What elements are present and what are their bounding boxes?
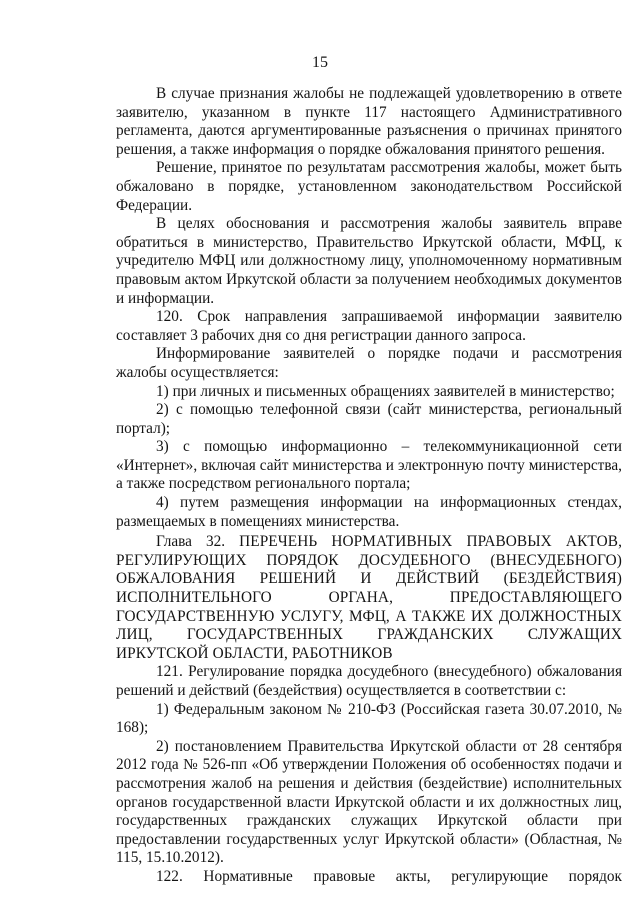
list-item-federal-law: 1) Федеральным законом № 210-ФЗ (Российская газета 30.07.2010, № 168);	[116, 700, 622, 737]
paragraph-120: 120. Срок направления запрашиваемой информации заявителю составляет 3 рабочих дня со дня регистрации данного запроса.	[116, 308, 622, 344]
page-number: 15	[312, 54, 328, 71]
paragraph-informing-intro: Информирование заявителей о порядке подачи и рассмотрения жалобы осуществляется:	[116, 345, 622, 381]
paragraph-documents-request: В целях обоснования и рассмотрения жалобы заявитель вправе обратиться в министерство, Правительство Иркутской области, МФЦ, к учредителю МФЦ или должностному лицу, уполномоченному нормативным правовым актом Иркутской области за получением необходимых документов и информации.	[116, 215, 622, 307]
document-body	[116, 85, 622, 887]
chapter-label: Глава 32.	[156, 533, 226, 551]
paragraph-122: 122. Нормативные правовые акты, регулирующие порядок	[156, 867, 622, 885]
paragraph-appeal-decision: Решение, принятое по результатам рассмотрения жалобы, может быть обжаловано в порядке, установленном законодательством Российской Федерации.	[116, 159, 622, 214]
paragraph-complaint-rejection: В случае признания жалобы не подлежащей удовлетворению в ответе заявителю, указанном в пункте 117 настоящего Административного регламента, даются аргументированные разъяснения о причинах принятого решения, а также информация о порядке обжалования принятого решения.	[116, 85, 622, 158]
list-item-1: 1) при личных и письменных обращениях заявителей в министерство;	[156, 382, 615, 400]
list-item-3: 3) с помощью информационно – телекоммуникационной сети «Интернет», включая сайт министерства и электронную почту министерства, а также посредством регионального портала;	[116, 438, 622, 493]
list-item-4: 4) путем размещения информации на информационных стендах, размещаемых в помещениях министерства.	[116, 494, 622, 530]
list-item-government-resolution: 2) постановлением Правительства Иркутской области от 28 сентября 2012 года № 526-пп «Об утверждении Положения об особенностях подачи и рассмотрения жалоб на решения и действия (бездействие) исполнительных органов государственной власти Иркутской области и их должностных лиц, государственных гражданских служащих Иркутской области при предоставлении государственных услуг Иркутской области» (Областная, № 115, 15.10.2012).	[116, 737, 622, 867]
chapter-32-heading	[116, 533, 622, 663]
chapter-title: ПЕРЕЧЕНЬ НОРМАТИВНЫХ ПРАВОВЫХ АКТОВ, РЕГУЛИРУЮЩИХ ПОРЯДОК ДОСУДЕБНОГО (ВНЕСУДЕБНОГО) ОБЖАЛОВАНИЯ РЕШЕНИЙ И ДЕЙСТВИЙ (БЕЗДЕЙСТВИЯ) ИСПОЛНИТЕЛЬНОГО ОРГАНА, ПРЕДОСТАВЛЯЮЩЕГО ГОСУДАРСТВЕННУЮ УСЛУГУ, МФЦ, А ТАКЖЕ ИХ ДОЛЖНОСТНЫХ ЛИЦ, ГОСУДАРСТВЕННЫХ ГРАЖДАНСКИХ СЛУЖАЩИХ ИРКУТСКОЙ ОБЛАСТИ, РАБОТНИКОВ	[116, 533, 623, 662]
paragraph-121: 121. Регулирование порядка досудебного (внесудебного) обжалования решений и действий (бездействия) осуществляется в соответствии с:	[116, 663, 622, 699]
list-item-2: 2) с помощью телефонной связи (сайт министерства, региональный портал);	[116, 401, 622, 437]
